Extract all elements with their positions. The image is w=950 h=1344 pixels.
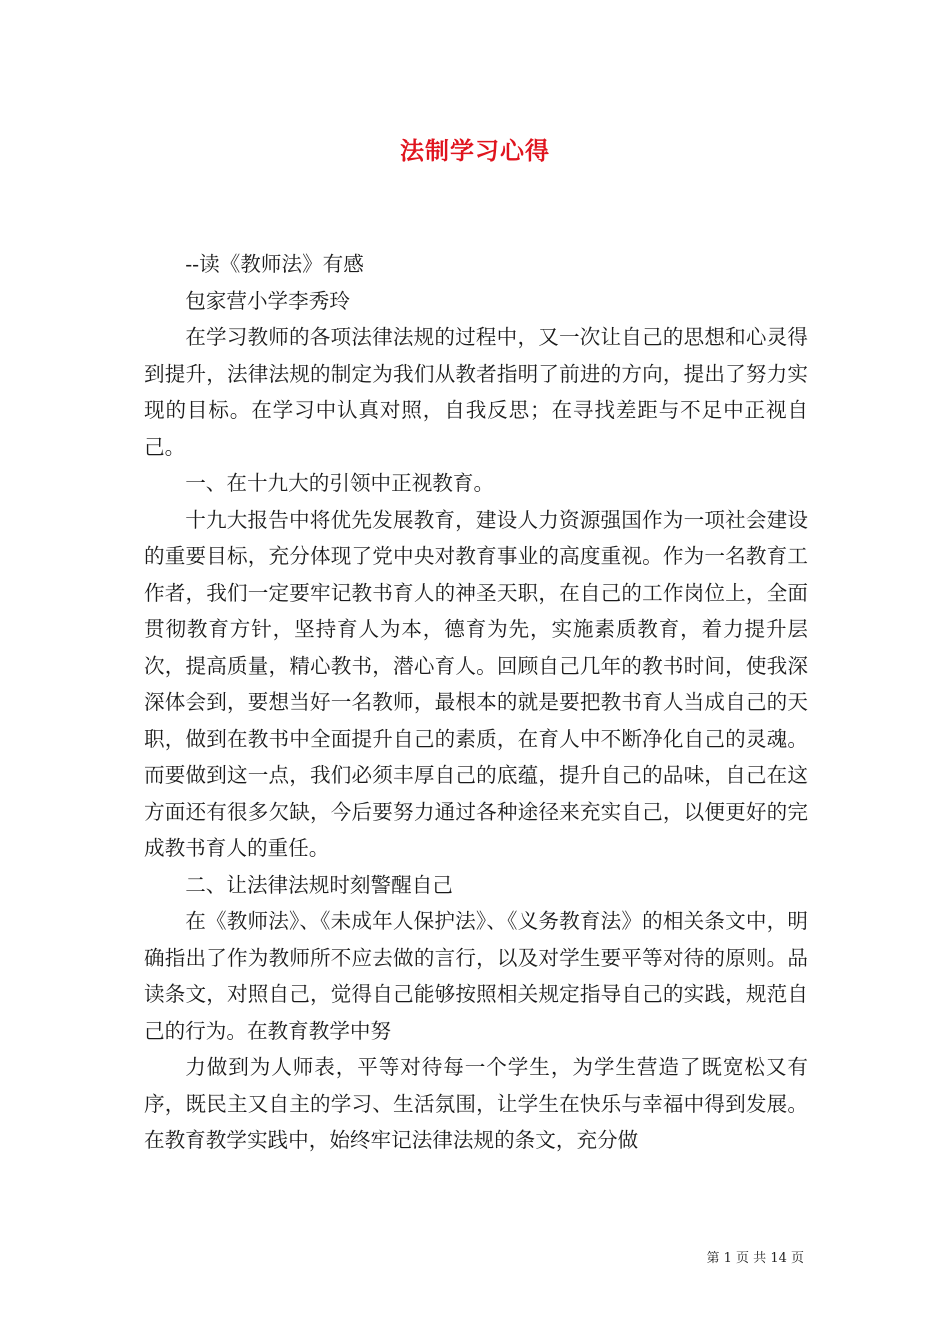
intro-paragraph: 在学习教师的各项法律法规的过程中，又一次让自己的思想和心灵得到提升，法律法规的制定为我们从教者指明了前进的方向，提出了努力实现的目标。在学习中认真对照，自我反思；在寻找差距与不足中正视自己。: [144, 325, 808, 459]
page-title: 法制学习心得: [400, 136, 550, 165]
document-body: [144, 246, 808, 1159]
section-1-paragraph: 十九大报告中将优先发展教育，建设人力资源强国作为一项社会建设的重要目标，充分体现了党中央对教育事业的高度重视。作为一名教育工作者，我们一定要牢记教书育人的神圣天职，在自己的工作岗位上，全面贯彻教育方针，坚持育人为本，德育为先，实施素质教育，着力提升层次，提高质量，精心教书，潜心育人。回顾自己几年的教书时间，使我深深体会到，要想当好一名教师，最根本的就是要把教书育人当成自己的天职，做到在教书中全面提升自己的素质，在育人中不断净化自己的灵魂。而要做到这一点，我们必须丰厚自己的底蕴，提升自己的品味，自己在这方面还有很多欠缺，今后要努力通过各种途径来充实自己，以便更好的完成教书育人的重任。: [144, 507, 808, 860]
page-number-footer: 第 1 页 共 14 页: [706, 1251, 804, 1266]
author-paragraph: 包家营小学李秀玲: [185, 288, 350, 313]
section-2-continued-paragraph: 力做到为人师表，平等对待每一个学生，为学生营造了既宽松又有序，既民主又自主的学习、生活氛围，让学生在快乐与幸福中得到发展。在教育教学实践中，始终牢记法律法规的条文，充分做: [144, 1055, 808, 1152]
section-heading-1: 一、在十九大的引领中正视教育。: [185, 471, 495, 495]
subtitle-paragraph: --读《教师法》有感: [185, 252, 364, 276]
section-heading-2: 二、让法律法规时刻警醒自己: [185, 872, 453, 897]
section-2-paragraph: 在《教师法》、《未成年人保护法》、《义务教育法》的相关条文中，明确指出了作为教师所不应去做的言行，以及对学生要平等对待的原则。品读条文，对照自己，觉得自己能够按照相关规定指导自己的实践，规范自己的行为。在教育教学中努: [144, 909, 808, 1043]
